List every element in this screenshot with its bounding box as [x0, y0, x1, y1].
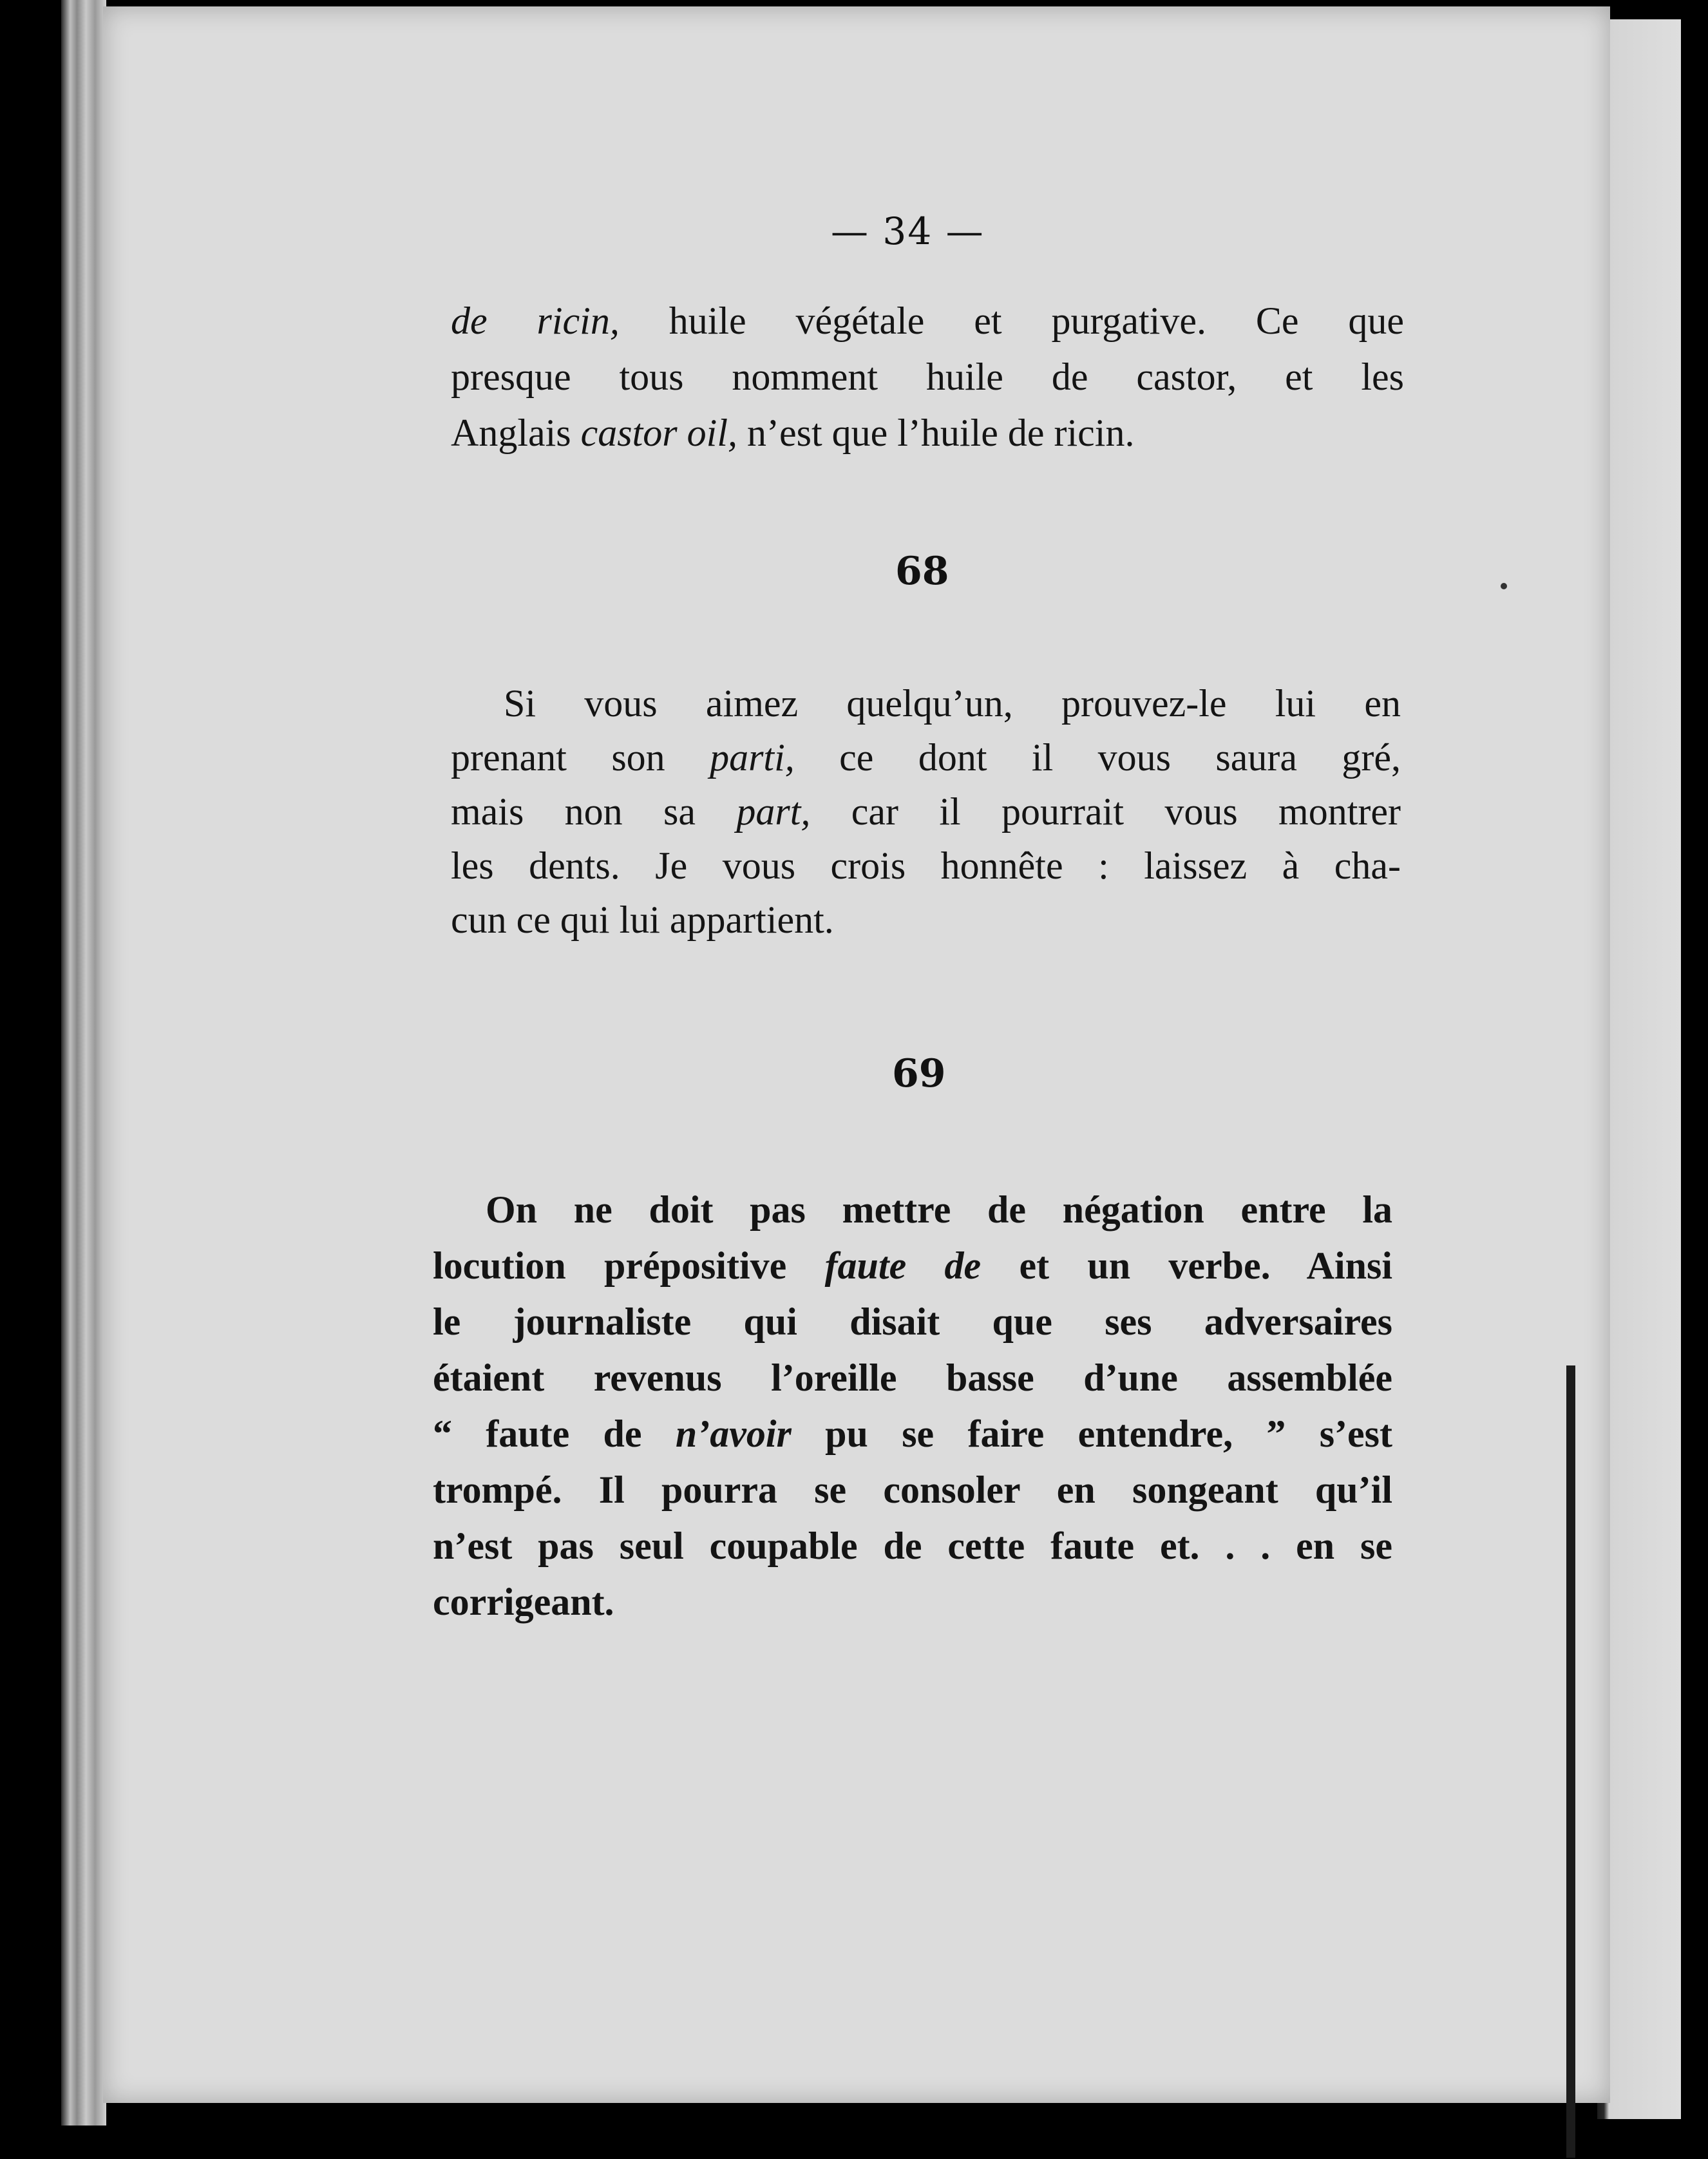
text-line: cun ce qui lui appartient. — [451, 899, 834, 941]
text-line: prenant son parti, ce dont il vous saura gré, — [451, 736, 1401, 779]
text-line: corrigeant. — [433, 1581, 614, 1623]
paper-speck — [1501, 583, 1507, 589]
text-line: trompé. Il pourra se consoler en songeant qu’il — [433, 1469, 1392, 1511]
text-line: de ricin, huile végétale et purgative. Ce que — [451, 300, 1404, 342]
text-line: étaient revenus l’oreille basse d’une assemblée — [433, 1356, 1392, 1399]
text-line: “ faute de n’avoir pu se faire entendre, ” s’est — [433, 1412, 1392, 1455]
text-line: le journaliste qui disait que ses adversaires — [433, 1300, 1392, 1343]
text-line: locution prépositive faute de et un verbe. Ainsi — [433, 1244, 1392, 1287]
section-heading-69: 69 — [892, 1051, 946, 1096]
text-line: Si vous aimez quelqu’un, prouvez-le lui en — [504, 682, 1401, 725]
text-line: mais non sa part, car il pourrait vous montrer — [451, 790, 1401, 833]
text-line: les dents. Je vous crois honnête : laissez à cha- — [451, 844, 1401, 887]
section-68-paragraph — [451, 676, 1401, 947]
section-heading-68: 68 — [895, 549, 949, 594]
section-69-paragraph — [433, 1182, 1392, 1630]
text-line: On ne doit pas mettre de négation entre la — [486, 1188, 1392, 1231]
book-spine-edge — [61, 0, 106, 2126]
paragraph-continuation — [451, 293, 1404, 461]
text-line: presque tous nomment huile de castor, et les — [451, 356, 1404, 398]
page-gutter-shadow — [1566, 1365, 1575, 2158]
page-number: — 34 — — [831, 209, 985, 253]
text-line: n’est pas seul coupable de cette faute et. . . en se — [433, 1525, 1392, 1567]
text-line: Anglais castor oil, n’est que l’huile de ricin. — [451, 412, 1135, 454]
